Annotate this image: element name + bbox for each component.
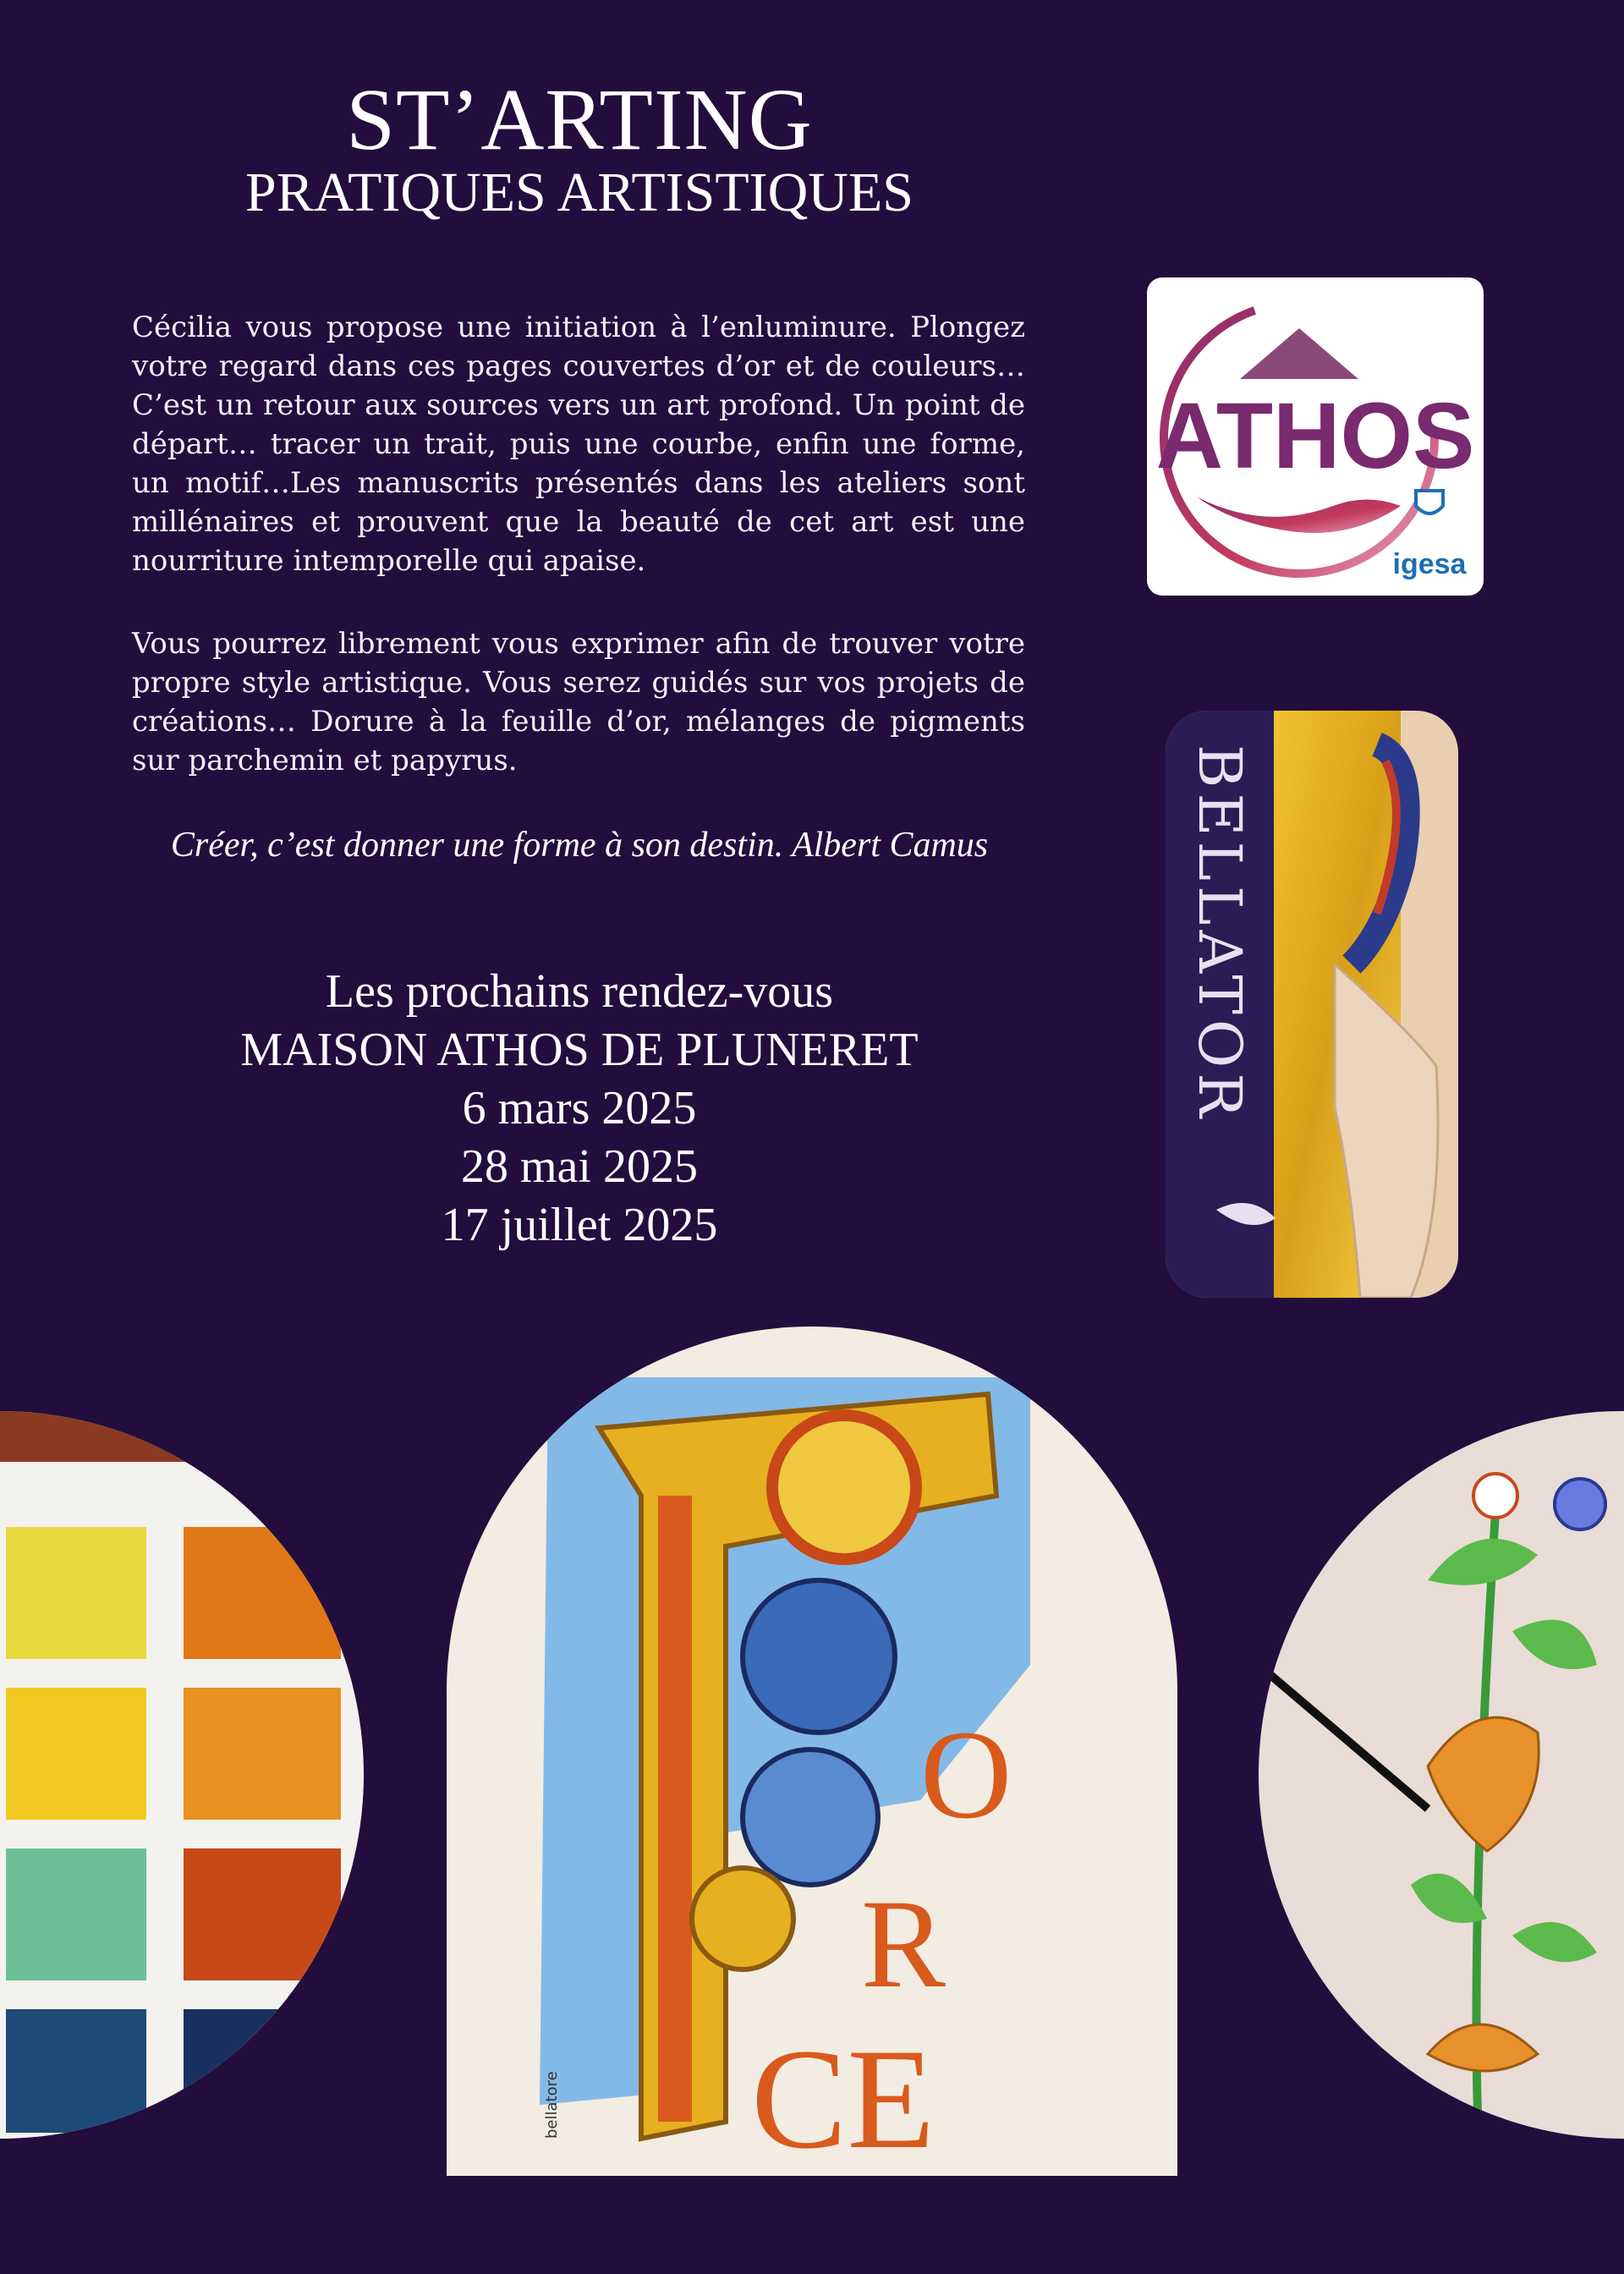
schedule-heading: Les prochains rendez-vous (325, 965, 834, 1018)
athos-logo (1147, 277, 1484, 596)
house-roof-icon (1240, 328, 1358, 379)
schedule-place: MAISON ATHOS DE PLUNERET (240, 1024, 919, 1076)
quote: Créer, c’est donner une forme à son destin. Albert Camus (170, 826, 989, 865)
intro-paragraph: Cécilia vous propose une initiation à l’enluminure. Plongez votre regard dans ces pages couvertes d’or et de couleurs…C’est un retour aux sources vers un art profond. Un point de départ… tracer un trait, puis une courbe, enfin une forme, un motif…Les manuscrits présentés dans les ateliers sont millénaires et prouvent que la beauté de cet art est une nourriture intemporelle qui apaise. (132, 310, 1025, 578)
pigments-photo (0, 1411, 364, 2139)
logo-wordmark: ATHOS (1155, 384, 1475, 488)
schedule-date: 28 mai 2025 (461, 1140, 698, 1193)
floral-illumination-photo (1259, 1411, 1624, 2139)
details-paragraph: Vous pourrez librement vous exprimer afin de trouver votre propre style artistique. Vous serez guidés sur vos projets de créations… Dorure à la feuille d’or, mélanges de pigments sur parchemin et papyrus. (132, 627, 1025, 777)
page-title: ST’ARTING (346, 71, 813, 168)
hands-icon (1198, 497, 1401, 533)
force-letter-o: O (920, 1705, 1012, 1845)
bellator-illumination (1166, 711, 1458, 1298)
force-illumination (447, 1326, 1177, 2176)
schedule-block (0, 963, 1159, 1255)
partner-wordmark: igesa (1392, 548, 1467, 580)
schedule-date: 17 juillet 2025 (441, 1199, 718, 1251)
force-letter-r: R (861, 1874, 946, 2014)
page-subtitle: PRATIQUES ARTISTIQUES (245, 162, 914, 223)
bellator-text: BELLATOR (1185, 744, 1254, 1123)
shield-icon (1416, 491, 1443, 514)
force-letters-ce: CE (751, 2019, 935, 2176)
flower-blossom (1555, 1479, 1605, 1530)
schedule-date: 6 mars 2025 (462, 1082, 697, 1134)
flower-blossom (1473, 1474, 1517, 1518)
artist-signature: bellatore (543, 2071, 561, 2139)
